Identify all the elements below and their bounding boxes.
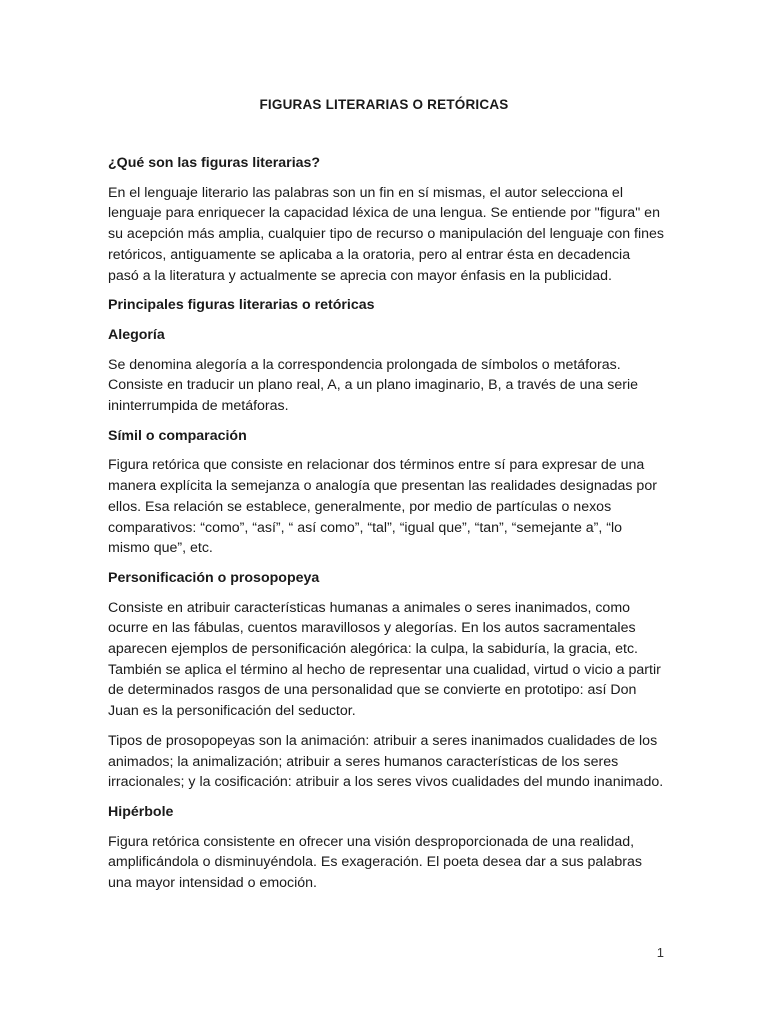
section-heading-personificacion: Personificación o prosopopeya <box>108 569 320 586</box>
section-heading-simil: Símil o comparación <box>108 427 247 444</box>
page-number: 1 <box>656 945 664 960</box>
paragraph-simil: Figura retórica que consiste en relacionar dos términos entre sí para expresar de una manera explícita la semejanza o analogía que presentan las realidades designadas por ellos. Esa relación se establece, generalmente, por medio de partículas o nexos comparativos: “como”, “así”, “ así como”, “tal”, “igual que”, “tan”, “semejante a”, “lo mismo que”, etc. <box>108 457 657 557</box>
paragraph-alegoria: Se denomina alegoría a la correspondencia prolongada de símbolos o metáforas. Consiste en traducir un plano real, A, a un plano imaginario, B, a través de una serie ininterrumpida de metáforas. <box>108 356 638 415</box>
document-title: FIGURAS LITERARIAS O RETÓRICAS <box>259 97 509 112</box>
paragraph-definicion: En el lenguaje literario las palabras son un fin en sí mismas, el autor selecciona el lenguaje para enriquecer la capacidad léxica de una lengua. Se entiende por "figura" en su acepción más amplia, cualquier tipo de recurso o manipulación del lenguaje con fines retóricos, antiguamente se aplicaba a la oratoria, pero al entrar ésta en decadencia pasó a la literatura y actualmente se aprecia con mayor énfasis en la publicidad. <box>108 184 665 284</box>
paragraph-tipos-prosopopeyas: Tipos de prosopopeyas son la animación: atribuir a seres inanimados cualidades de los animados; la animalización; atribuir a seres humanos características de los seres irracionales; y la cosificación: atribuir a los seres vivos cualidades del mundo inanimado. <box>108 732 664 791</box>
paragraph-hiperbole: Figura retórica consistente en ofrecer una visión desproporcionada de una realidad, amplificándola o disminuyéndola. Es exageración. El poeta desea dar a sus palabras una mayor intensidad o emoción. <box>108 833 642 892</box>
section-heading-que-son: ¿Qué son las figuras literarias? <box>108 155 321 171</box>
document-body <box>108 153 664 903</box>
section-heading-hiperbole: Hipérbole <box>108 803 174 820</box>
section-heading-principales: Principales figuras literarias o retóricas <box>108 297 375 314</box>
paragraph-personificacion: Consiste en atribuir características humanas a animales o seres inanimados, como ocurre en las fábulas, cuentos maravillosos y alegorías. En los autos sacramentales aparecen ejemplos de personificación alegórica: la culpa, la sabiduría, la gracia, etc. También se aplica el término al hecho de representar una cualidad, virtud o vicio a partir de determinados rasgos de una personalidad que se convierte en prototipo: así Don Juan es la personificación del seductor. <box>108 599 661 720</box>
section-heading-alegoria: Alegoría <box>108 326 165 343</box>
